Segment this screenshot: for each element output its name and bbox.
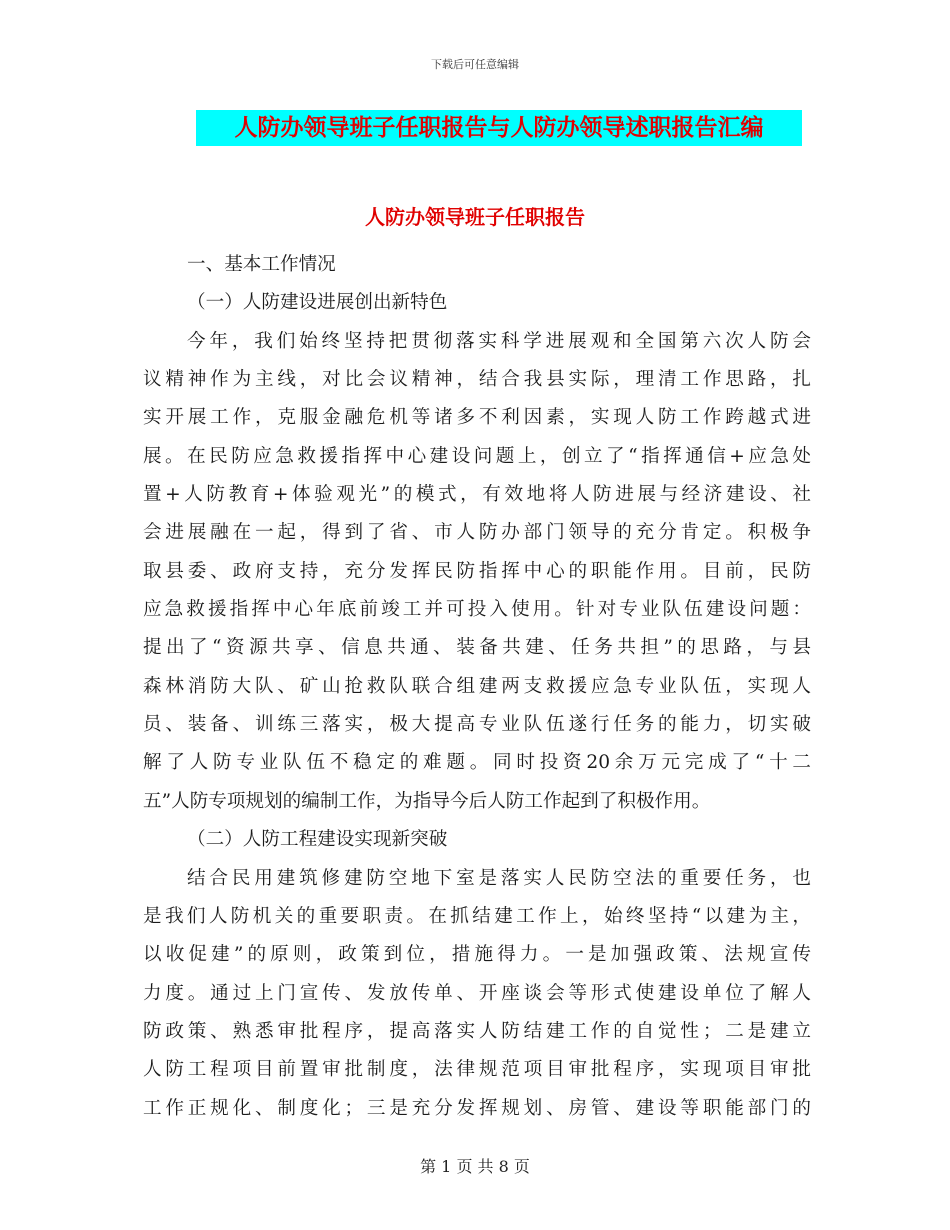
- subheading-1: （一）人防建设进展创出新特色: [187, 292, 448, 314]
- page-footer: 第 1 页 共 8 页: [420, 1157, 530, 1176]
- subheading-2: （二）人防工程建设实现新突破: [187, 829, 448, 851]
- document-title-highlight: [196, 110, 802, 146]
- paragraph-line: 防政策、熟悉审批程序，提高落实人防结建工作的自觉性；二是建立: [143, 1020, 811, 1042]
- section-title: 人防办领导班子任职报告: [365, 205, 585, 229]
- paragraph-line: 应急救援指挥中心年底前竣工并可投入使用。针对专业队伍建设问题：: [143, 599, 811, 621]
- page-header-note: 下载后可任意编辑: [431, 58, 519, 71]
- paragraph-line: 今年，我们始终坚持把贯彻落实科学进展观和全国第六次人防会: [187, 330, 811, 352]
- paragraph-line: 员、装备、训练三落实，极大提高专业队伍遂行任务的能力，切实破: [143, 714, 811, 736]
- paragraph-line: 工作正规化、制度化；三是充分发挥规划、房管、建设等职能部门的: [143, 1097, 811, 1119]
- paragraph-line: 实开展工作，克服金融危机等诸多不利因素，实现人防工作跨越式进: [143, 407, 811, 429]
- paragraph-line: 是我们人防机关的重要职责。在抓结建工作上，始终坚持“以建为主，: [143, 905, 811, 927]
- paragraph-line: 会进展融在一起，得到了省、市人防办部门领导的充分肯定。积极争: [143, 522, 811, 544]
- paragraph-line: 五”人防专项规划的编制工作，为指导今后人防工作起到了积极作用。: [143, 790, 711, 812]
- paragraph-line: 以收促建”的原则，政策到位，措施得力。一是加强政策、法规宣传: [143, 944, 811, 966]
- paragraph-line: 结合民用建筑修建防空地下室是落实人民防空法的重要任务，也: [187, 867, 811, 889]
- paragraph-line: 人防工程项目前置审批制度，法律规范项目审批程序，实现项目审批: [143, 1059, 811, 1081]
- body-text: [143, 246, 811, 1128]
- paragraph-line: 解了人防专业队伍不稳定的难题。同时投资20余万元完成了“十二: [143, 752, 811, 774]
- heading-basic-work: 一、基本工作情况: [187, 254, 336, 275]
- paragraph-line: 议精神作为主线，对比会议精神，结合我县实际，理清工作思路，扎: [143, 369, 811, 391]
- paragraph-line: 置+人防教育+体验观光”的模式，有效地将人防进展与经济建设、社: [143, 484, 811, 506]
- paragraph-line: 展。在民防应急救援指挥中心建设问题上，创立了“指挥通信+应急处: [143, 445, 811, 467]
- document-title: 人防办领导班子任职报告与人防办领导述职报告汇编: [234, 115, 764, 141]
- paragraph-line: 力度。通过上门宣传、发放传单、开座谈会等形式使建设单位了解人: [143, 982, 811, 1004]
- paragraph-line: 取县委、政府支持，充分发挥民防指挥中心的职能作用。目前，民防: [143, 560, 811, 582]
- paragraph-line: 森林消防大队、矿山抢救队联合组建两支救援应急专业队伍，实现人: [143, 675, 811, 697]
- paragraph-line: 提出了“资源共享、信息共通、装备共建、任务共担”的思路，与县: [143, 637, 811, 659]
